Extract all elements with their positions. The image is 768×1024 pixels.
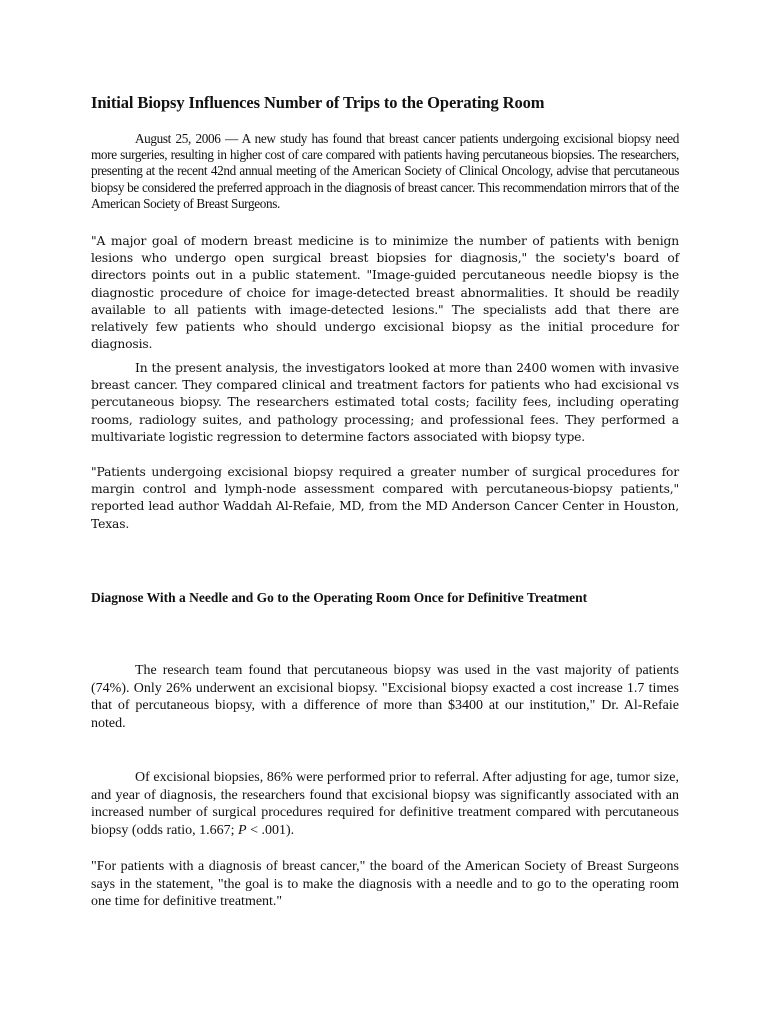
article-title: Initial Biopsy Influences Number of Trips to the Operating Room — [91, 93, 545, 112]
paragraph-closing-quote: "For patients with a diagnosis of breast cancer," the board of the American Society of Breast Surgeons says in the statement, "the goal is to make the diagnosis with a needle and to go to the operating room one time for definitive treatment." — [91, 859, 679, 910]
paragraph-findings: The research team found that percutaneous biopsy was used in the vast majority of patients (74%). Only 26% underwent an excisional biopsy. "Excisional biopsy exacted a cost increase 1.7 times that of percutaneous biopsy, with a difference of more than $3400 at our institution," Dr. Al-Refaie noted. — [91, 663, 679, 731]
section-subheading: Diagnose With a Needle and Go to the Operating Room Once for Definitive Treatment — [91, 590, 588, 605]
paragraph-intro: August 25, 2006 — A new study has found that breast cancer patients undergoing excisional biopsy need more surgeries, resulting in higher cost of care compared with patients having percutaneous biopsies. The researchers, presenting at the recent 42nd annual meeting of the American Society of Clinical Oncology, advise that percutaneous biopsy be considered the preferred approach in the diagnosis of breast cancer. This recommendation mirrors that of the American Society of Breast Surgeons. — [91, 131, 679, 211]
paragraph-author-quote: "Patients undergoing excisional biopsy required a greater number of surgical procedures for margin control and lymph-node assessment compared with percutaneous-biopsy patients," reported lead author Waddah Al-Refaie, MD, from the MD Anderson Cancer Center in Houston, Texas. — [91, 465, 679, 531]
paragraph-society-quote: "A major goal of modern breast medicine is to minimize the number of patients with benign lesions who undergo open surgical breast biopsies for diagnosis," the society's board of directors points out in a public statement. "Image-guided percutaneous needle biopsy is the diagnostic procedure of choice for image-detected breast abnormalities. It should be readily available to all patients with image-detected lesions." The specialists add that there are relatively few patients who should undergo excisional biopsy as the initial procedure for diagnosis. — [91, 234, 679, 352]
paragraph-analysis: In the present analysis, the investigators looked at more than 2400 women with invasive breast cancer. They compared clinical and treatment factors for patients who had excisional vs percutaneous biopsy. The researchers estimated total costs; facility fees, including operating rooms, radiology suites, and pathology processing; and professional fees. They performed a multivariate logistic regression to determine factors associated with biopsy type. — [91, 361, 679, 444]
p-value-symbol: P — [238, 822, 247, 838]
paragraph-odds-ratio — [91, 769, 679, 839]
paragraph-odds-ratio-text: Of excisional biopsies, 86% were performed prior to referral. After adjusting for age, tumor size, and year of diagnosis, the researchers found that excisional biopsy was significantly associated with an increased number of surgical procedures required for definitive treatment compared with percutaneous biopsy (odds ratio, 1.667; — [91, 770, 679, 838]
paragraph-odds-ratio-end: < .001). — [246, 822, 295, 838]
